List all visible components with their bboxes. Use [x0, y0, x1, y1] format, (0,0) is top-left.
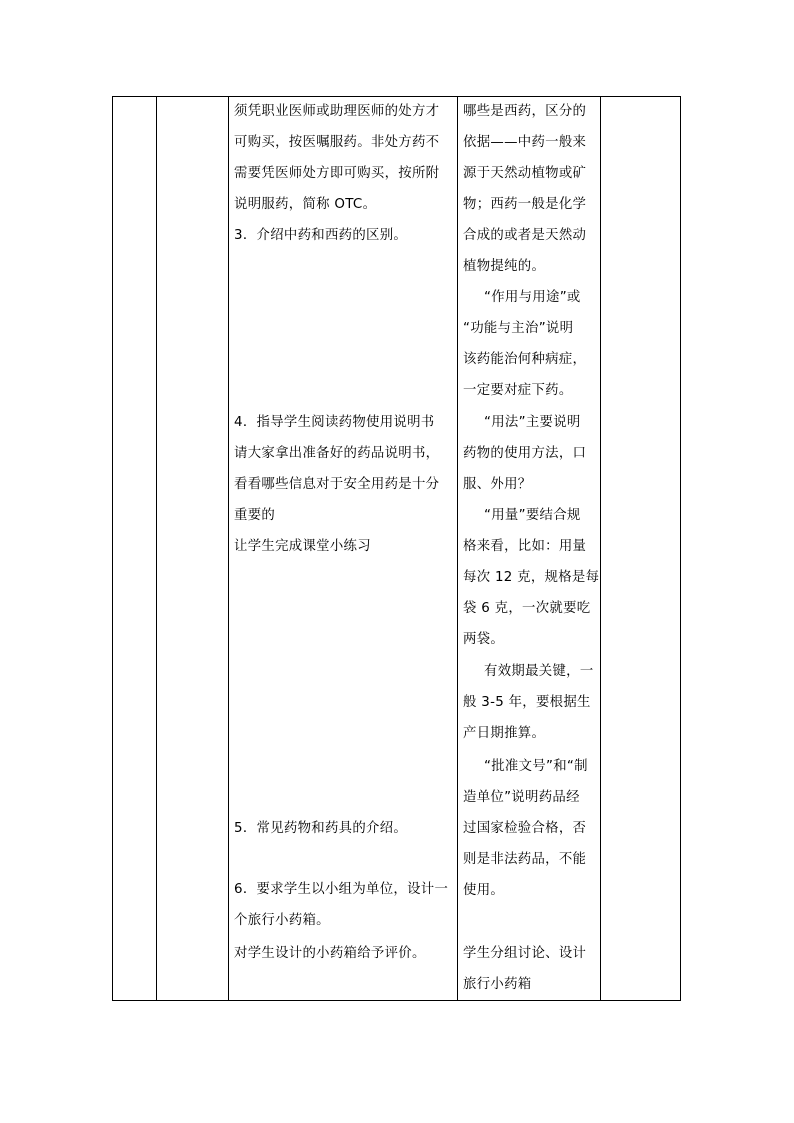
student-line: “作用与用途”或: [484, 290, 581, 305]
student-line: 源于天然动植物或矿: [463, 166, 587, 181]
teacher-step-4: 4．指导学生阅读药物使用说明书: [234, 415, 435, 430]
student-line: 造单位”说明药品经: [463, 790, 580, 805]
student-line: 则是非法药品，不能: [463, 852, 587, 867]
student-line: “批准文号”和“制: [484, 759, 588, 774]
table-border-right: [680, 96, 681, 1001]
student-line: 般 3-5 年，要根据生: [463, 695, 591, 710]
student-line: “用量”要结合规: [484, 508, 581, 523]
teacher-line: 重要的: [234, 508, 276, 523]
teacher-step-5: 5．常见药物和药具的介绍。: [234, 821, 408, 836]
empty-cell-1: [113, 96, 156, 1001]
student-line: 该药能治何种病症，: [463, 352, 587, 367]
teacher-step-3: 3．介绍中药和西药的区别。: [234, 228, 408, 243]
teacher-activity-cell: [229, 96, 457, 1001]
teacher-line: 让学生完成课堂小练习: [234, 539, 371, 554]
student-line: 旅行小药箱: [463, 977, 532, 992]
teacher-line: 须凭职业医师或助理医师的处方才: [234, 104, 440, 119]
student-line: 学生分组讨论、设计: [463, 946, 587, 961]
student-activity-cell: [458, 96, 600, 1001]
teacher-line: 个旅行小药箱。: [234, 913, 330, 928]
teacher-line: 看看哪些信息对于安全用药是十分: [234, 477, 440, 492]
student-line: 物；西药一般是化学: [463, 197, 587, 212]
student-line: 哪些是西药，区分的: [463, 104, 587, 119]
student-line: 有效期最关键，一: [484, 664, 594, 679]
empty-cell-5: [601, 96, 680, 1001]
student-line: 一定要对症下药。: [463, 383, 573, 398]
teacher-line: 说明服药，简称 OTC。: [234, 197, 377, 212]
student-line: 合成的或者是天然动: [463, 228, 587, 243]
student-line: “用法”主要说明: [484, 415, 581, 430]
teacher-line: 需要凭医师处方即可购买，按所附: [234, 166, 440, 181]
student-line: 药物的使用方法，口: [463, 446, 587, 461]
student-line: 服、外用？: [463, 477, 532, 492]
student-line: 依据——中药一般来: [463, 135, 587, 150]
teacher-line: 请大家拿出准备好的药品说明书，: [234, 446, 440, 461]
student-line: 格来看，比如：用量: [463, 539, 587, 554]
student-line: 两袋。: [463, 632, 505, 647]
student-line: 植物提纯的。: [463, 259, 546, 274]
teacher-line: 对学生设计的小药箱给予评价。: [234, 946, 426, 961]
student-line: 袋 6 克，一次就要吃: [463, 601, 591, 616]
student-line: 产日期推算。: [463, 726, 546, 741]
student-line: “功能与主治”说明: [463, 321, 574, 336]
student-line: 过国家检验合格，否: [463, 821, 587, 836]
teacher-line: 可购买，按医嘱服药。非处方药不: [234, 135, 440, 150]
teacher-step-6: 6．要求学生以小组为单位，设计一: [234, 882, 449, 897]
empty-cell-2: [157, 96, 228, 1001]
student-line: 使用。: [463, 883, 505, 898]
student-line: 每次 12 克，规格是每: [463, 570, 600, 585]
